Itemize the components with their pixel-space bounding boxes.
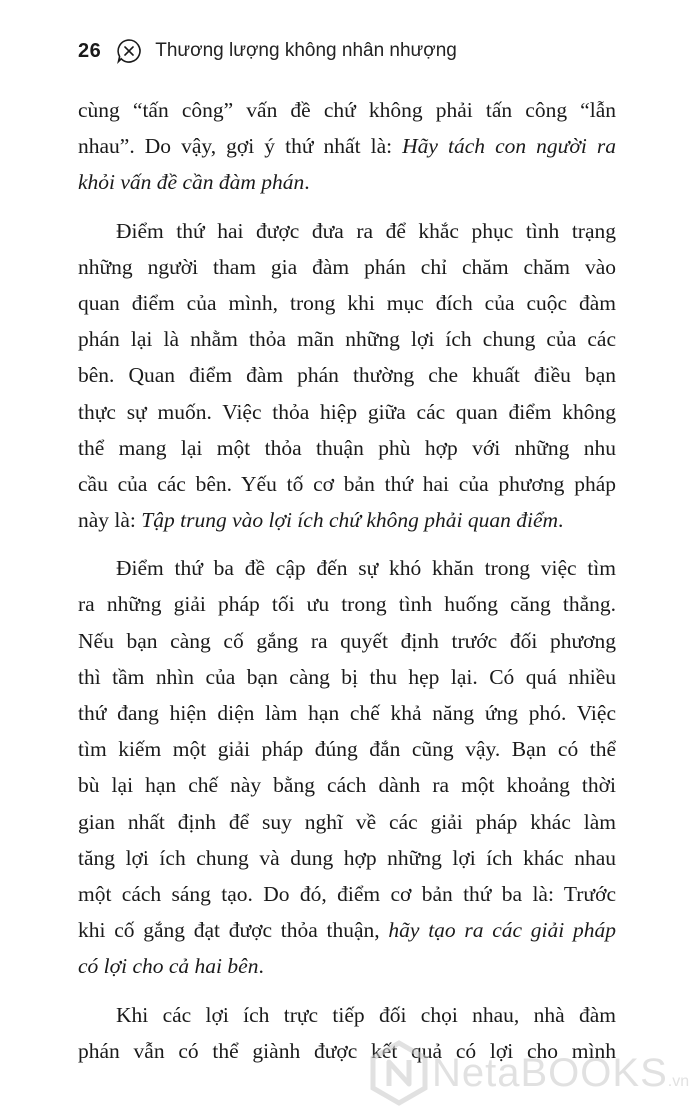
line-text: Khi các lợi ích trực tiếp đối chọi nhau, nhà đàm bbox=[116, 1002, 616, 1027]
text-line bbox=[78, 285, 616, 321]
line-text: cầu của các bên. Yếu tố cơ bản thứ hai của phương pháp bbox=[78, 471, 616, 496]
page-number: 26 bbox=[78, 39, 102, 62]
emphasis-text: có lợi cho cả hai bên bbox=[78, 954, 259, 979]
circle-x-icon bbox=[115, 37, 143, 65]
watermark-text: NetaBOOKS bbox=[432, 1050, 668, 1095]
line-text: phán vẫn có thể giành được kết quả có lợi cho mình bbox=[78, 1038, 616, 1063]
line-text: một cách sáng tạo. Do đó, điểm cơ bản thứ ba là: Trước bbox=[78, 881, 616, 906]
line-text: phán lại là nhằm thỏa mãn những lợi ích chung của các bbox=[78, 327, 616, 352]
paragraph bbox=[78, 92, 616, 201]
text-line bbox=[78, 840, 616, 876]
text-line bbox=[78, 731, 616, 767]
line-text: thể mang lại một thỏa thuận phù hợp với những nhu bbox=[78, 435, 616, 460]
text-line bbox=[78, 804, 616, 840]
paragraph-gap bbox=[78, 985, 616, 997]
line-text: Điểm thứ hai được đưa ra để khắc phục tình trạng bbox=[116, 218, 616, 243]
text-line bbox=[78, 249, 616, 285]
line-text: khi cố gắng đạt được thỏa thuận, bbox=[78, 918, 389, 943]
line-text: ra những giải pháp tối ưu trong tình huống căng thẳng. bbox=[78, 592, 616, 617]
emphasis-text: hãy tạo ra các giải pháp bbox=[388, 918, 616, 943]
line-text: Nếu bạn càng cố gắng ra quyết định trước đối phương bbox=[78, 628, 616, 653]
emphasis-text: khỏi vấn đề cần đàm phán bbox=[78, 170, 305, 195]
text-line bbox=[78, 394, 616, 430]
line-text: thì tầm nhìn của bạn càng bị thu hẹp lại. Có quá nhiều bbox=[78, 664, 616, 689]
netabooks-logo-icon bbox=[368, 1040, 430, 1106]
body-text bbox=[78, 92, 616, 1069]
line-text: . bbox=[304, 170, 310, 195]
text-line bbox=[78, 321, 616, 357]
line-text: . bbox=[258, 954, 264, 979]
running-header bbox=[78, 34, 457, 68]
text-line bbox=[78, 912, 616, 948]
emphasis-text: Tập trung vào lợi ích chứ không phải quan điểm bbox=[141, 508, 559, 533]
text-line bbox=[78, 164, 616, 200]
text-line bbox=[78, 767, 616, 803]
watermark-suffix: .vn bbox=[667, 1073, 690, 1090]
text-line bbox=[78, 586, 616, 622]
paragraph bbox=[78, 550, 616, 984]
line-text: bên. Quan điểm đàm phán thường che khuất điều bạn bbox=[78, 363, 616, 388]
text-line bbox=[78, 213, 616, 249]
text-line bbox=[78, 695, 616, 731]
text-line bbox=[78, 876, 616, 912]
line-text: nhau”. Do vậy, gợi ý thứ nhất là: bbox=[78, 134, 403, 159]
text-line bbox=[78, 466, 616, 502]
text-line bbox=[78, 502, 616, 538]
text-line bbox=[78, 997, 616, 1033]
line-text: này là: bbox=[78, 508, 142, 533]
line-text: . bbox=[558, 508, 564, 533]
text-line bbox=[78, 623, 616, 659]
line-text: tìm kiếm một giải pháp đúng đắn cũng vậy. Bạn có thể bbox=[78, 737, 616, 762]
line-text: quan điểm của mình, trong khi mục đích của cuộc đàm bbox=[78, 290, 616, 315]
line-text: Điểm thứ ba đề cập đến sự khó khăn trong việc tìm bbox=[116, 556, 616, 581]
line-text: cùng “tấn công” vấn đề chứ không phải tấn công “lẫn bbox=[78, 98, 616, 122]
watermark bbox=[368, 1038, 689, 1108]
line-text: những người tham gia đàm phán chỉ chăm chăm vào bbox=[78, 254, 616, 279]
paragraph bbox=[78, 213, 616, 539]
text-line bbox=[78, 92, 616, 128]
text-line bbox=[78, 430, 616, 466]
emphasis-text: Hãy tách con người ra bbox=[402, 134, 617, 159]
line-text: thứ đang hiện diện làm hạn chế khả năng ứng phó. Việc bbox=[78, 701, 616, 725]
text-line bbox=[78, 550, 616, 586]
line-text: bù lại hạn chế này bằng cách dành ra một khoảng thời bbox=[78, 773, 616, 798]
line-text: thực sự muốn. Việc thỏa hiệp giữa các quan điểm không bbox=[78, 399, 616, 424]
text-line bbox=[78, 948, 616, 984]
text-line bbox=[78, 128, 616, 164]
paragraph-gap bbox=[78, 201, 616, 213]
line-text: gian nhất định để suy nghĩ về các giải pháp khác làm bbox=[78, 809, 616, 834]
line-text: tăng lợi ích chung và dung hợp những lợi ích khác nhau bbox=[78, 845, 616, 870]
running-title: Thương lượng không nhân nhượng bbox=[155, 40, 457, 61]
paragraph-gap bbox=[78, 538, 616, 550]
text-line bbox=[78, 659, 616, 695]
text-line bbox=[78, 357, 616, 393]
